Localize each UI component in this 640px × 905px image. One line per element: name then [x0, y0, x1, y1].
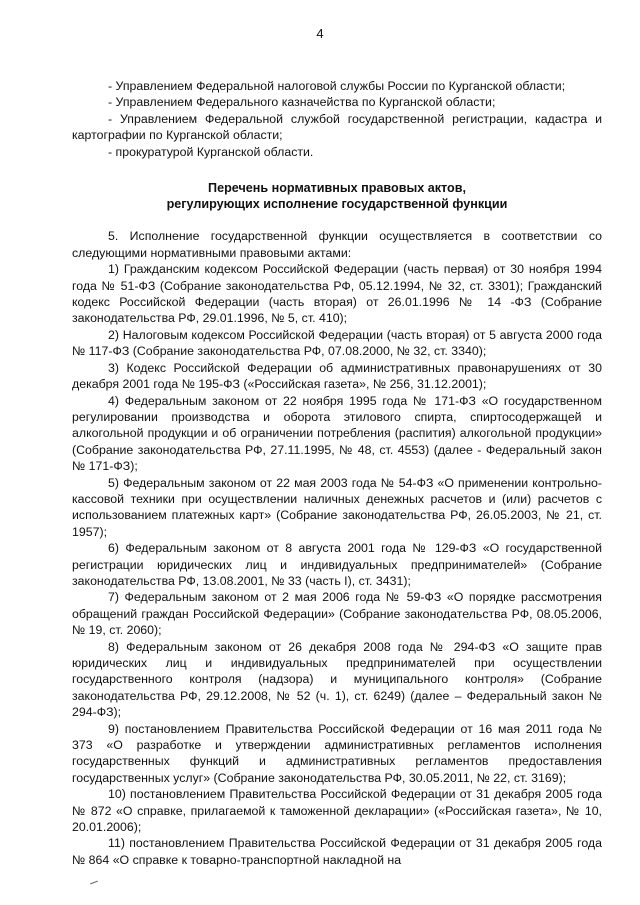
paragraph: 6) Федеральным законом от 8 августа 2001 года № 129-ФЗ «О государственной регистрации юридических лиц и индивидуальных предпринимателей» (Собрание законодательства РФ, 13.08.2001, № 33 (часть I), ст. 3431);	[72, 541, 602, 588]
stray-mark	[90, 881, 98, 885]
page-number: 4	[316, 26, 324, 41]
section-heading-line: Перечень нормативных правовых актов,	[208, 181, 466, 196]
intro-item: - Управлением Федерального казначейства по Курганской области;	[108, 95, 496, 110]
paragraph: 4) Федеральным законом от 22 ноября 1995 года № 171-ФЗ «О государственном регулировании производства и оборота этилового спирта, спиртосодержащей и алкогольной продукции и об ограничении потребления (распития) алкогольной продукции» (Собрание законодательства РФ, 27.11.1995, № 48, ст. 4553) (далее - Федеральный закон № 171-ФЗ);	[72, 393, 602, 474]
intro-item: - прокуратурой Курганской области.	[108, 144, 314, 159]
intro-item: - Управлением Федеральной службой государственной регистрации, кадастра и картографии по Курганской области;	[72, 111, 602, 143]
section-heading-line: регулирующих исполнение государственной функции	[166, 197, 508, 212]
paragraph: 9) постановлением Правительства Российской Федерации от 16 мая 2011 года № 373 «О разработке и утверждении административных регламентов исполнения государственных функций и административных регламентов предоставления государственных услуг» (Собрание законодательства РФ, 30.05.2011, № 22, ст. 3169);	[72, 721, 602, 785]
paragraph: 7) Федеральным законом от 2 мая 2006 года № 59-ФЗ «О порядке рассмотрения обращений граждан Российской Федерации» (Собрание законодательства РФ, 08.05.2006, № 19, ст. 2060);	[72, 590, 602, 638]
section-heading	[72, 180, 602, 212]
paragraph: 3) Кодекс Российской Федерации об административных правонарушениях от 30 декабря 2001 года № 195-ФЗ («Российская газета», № 256, 31.12.2001);	[72, 360, 602, 392]
document-body	[72, 78, 602, 868]
intro-item: - Управлением Федеральной налоговой службы России по Курганской области;	[108, 79, 566, 93]
paragraph: 8) Федеральным законом от 26 декабря 2008 года № 294-ФЗ «О защите прав юридических лиц и индивидуальных предпринимателей при осуществлении государственного контроля (надзора) и муниципального контроля» (Собрание законодательства РФ, 29.12.2008, № 52 (ч. 1), ст. 6249) (далее – Федеральный закон № 294-ФЗ);	[72, 639, 602, 720]
paragraph: 1) Гражданским кодексом Российской Федерации (часть первая) от 30 ноября 1994 года № 51-ФЗ (Собрание законодательства РФ, 05.12.1994, № 32, ст. 3301); Гражданский кодекс Российской Федерации (часть вторая) от 26.01.1996 № 14 -ФЗ (Собрание законодательства РФ, 29.01.1996, № 5, ст. 410);	[72, 262, 602, 326]
paragraph: 2) Налоговым кодексом Российской Федерации (часть вторая) от 5 августа 2000 года № 117-ФЗ (Собрание законодательства РФ, 07.08.2000, № 32, ст. 3340);	[72, 327, 602, 359]
paragraph: 5) Федеральным законом от 22 мая 2003 года № 54-ФЗ «О применении контрольно-кассовой техники при осуществлении наличных денежных расчетов и (или) расчетов с использованием платежных карт» (Собрание законодательства РФ, 26.05.2003, № 21, ст. 1957);	[72, 475, 602, 539]
paragraph: 5. Исполнение государственной функции осуществляется в соответствии со следующими нормативными правовыми актами:	[72, 229, 602, 260]
paragraph: 10) постановлением Правительства Российской Федерации от 31 декабря 2005 года № 872 «О справке, прилагаемой к таможенной декларации» («Российская газета», № 10, 20.01.2006);	[72, 787, 602, 835]
paragraph: 11) постановлением Правительства Российской Федерации от 31 декабря 2005 года № 864 «О справке к товарно-транспортной накладной на	[72, 836, 602, 867]
